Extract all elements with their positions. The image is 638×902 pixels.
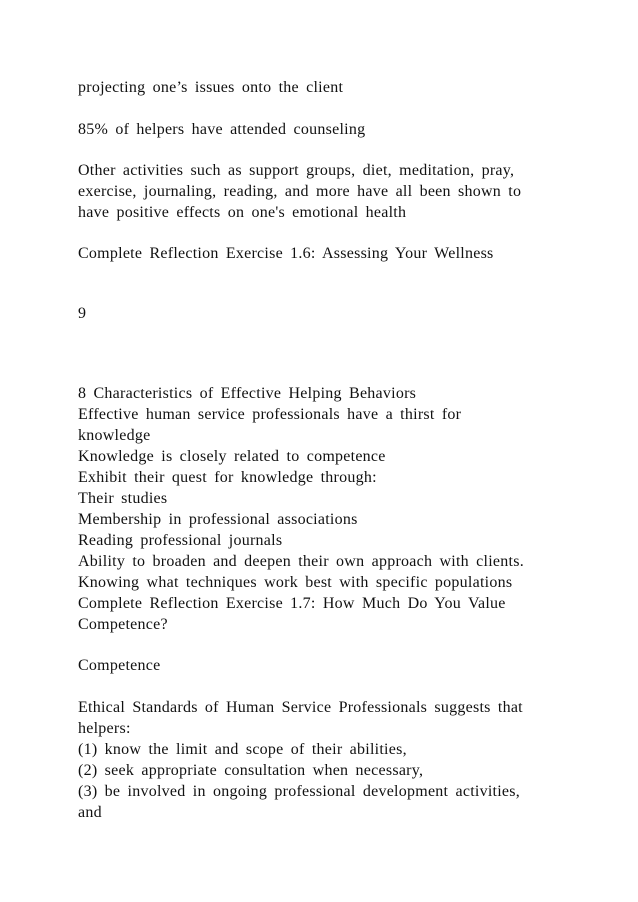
text-line: (2) seek appropriate consultation when necessary,	[78, 762, 424, 779]
text-line: Exhibit their quest for knowledge through:	[78, 469, 377, 486]
text-line: Ability to broaden and deepen their own approach with clients.	[78, 553, 524, 570]
text-line: Complete Reflection Exercise 1.6: Assessing Your Wellness	[78, 245, 494, 262]
section-heading: 8 Characteristics of Effective Helping Behaviors	[78, 385, 417, 402]
text-line: exercise, journaling, reading, and more have all been shown to	[78, 183, 522, 200]
text-line: Effective human service professionals have a thirst for	[78, 406, 462, 423]
text-line: Competence?	[78, 616, 168, 633]
text-line: knowledge	[78, 427, 151, 444]
text-line: Knowing what techniques work best with specific populations	[78, 574, 513, 591]
text-line: (3) be involved in ongoing professional development activities,	[78, 783, 520, 800]
text-line: Membership in professional associations	[78, 511, 358, 528]
text-line: and	[78, 804, 102, 821]
text-line: projecting one’s issues onto the client	[78, 79, 344, 96]
text-line: 85% of helpers have attended counseling	[78, 121, 366, 138]
page-number: 9	[78, 305, 87, 322]
text-line: (1) know the limit and scope of their abilities,	[78, 741, 407, 758]
text-line: Other activities such as support groups, diet, meditation, pray,	[78, 162, 515, 179]
text-line: helpers:	[78, 720, 131, 737]
text-line: Complete Reflection Exercise 1.7: How Much Do You Value	[78, 595, 506, 612]
text-line: Knowledge is closely related to competence	[78, 448, 386, 465]
text-line: have positive effects on one's emotional health	[78, 204, 407, 221]
text-line: Their studies	[78, 490, 168, 507]
text-line: Ethical Standards of Human Service Professionals suggests that	[78, 699, 523, 716]
text-line: Reading professional journals	[78, 532, 283, 549]
section-heading: Competence	[78, 657, 161, 674]
